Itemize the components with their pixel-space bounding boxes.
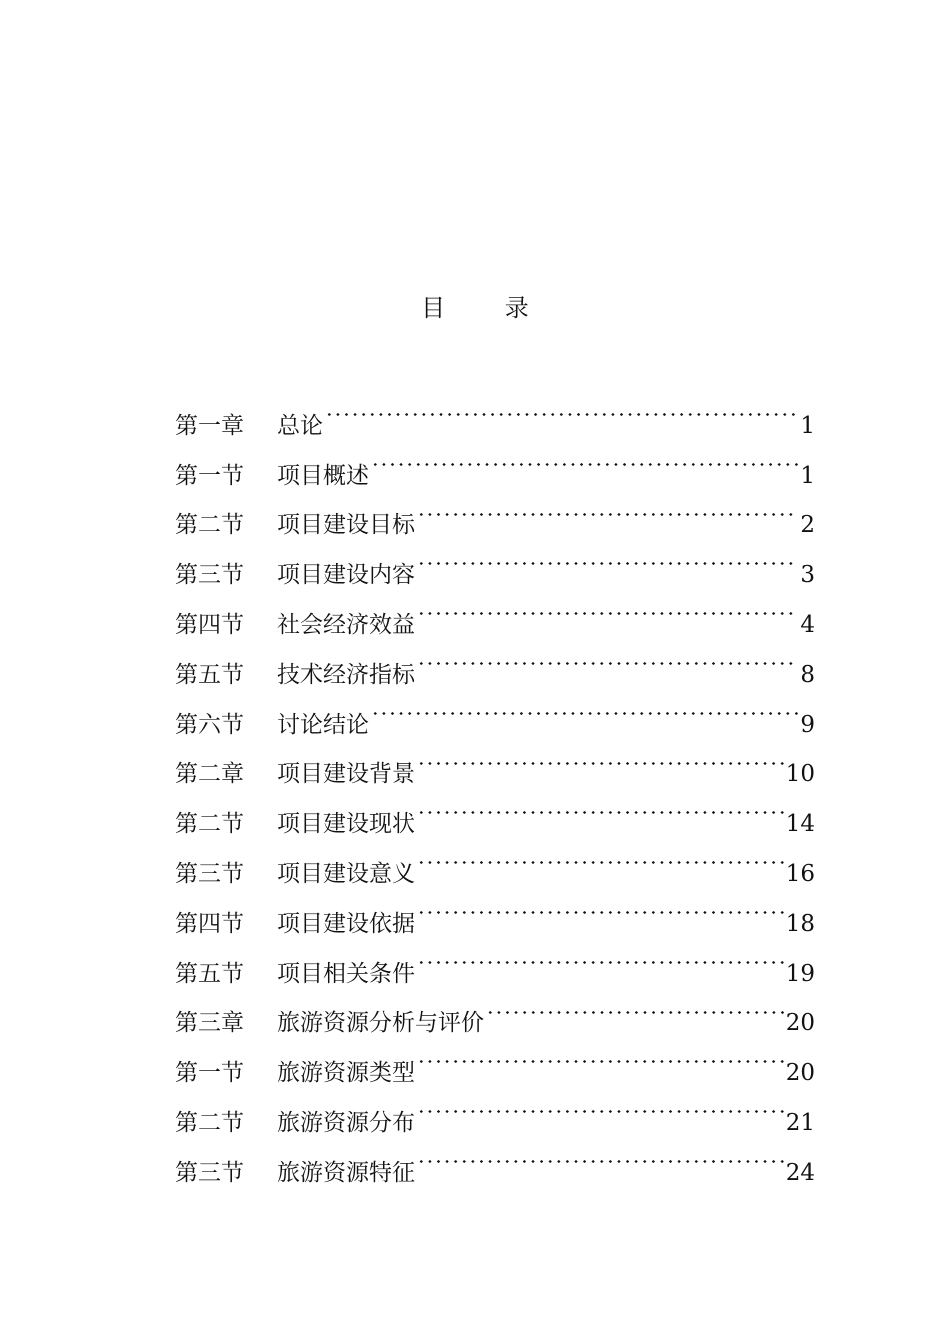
toc-entry-title: 项目建设目标 xyxy=(277,512,415,539)
dot-leader xyxy=(417,931,784,981)
toc-entry-label: 第五节 xyxy=(175,661,244,688)
toc-entry-page: 4 xyxy=(800,611,815,638)
toc-entry-label: 第五节 xyxy=(175,960,244,987)
dot-leader xyxy=(486,981,784,1031)
toc-entry-page: 10 xyxy=(785,761,815,788)
toc-entry-page: 20 xyxy=(785,1060,815,1087)
toc-entry-label: 第三章 xyxy=(175,1010,244,1037)
dot-leader xyxy=(417,632,798,682)
toc-entry-title: 项目建设依据 xyxy=(277,910,415,937)
toc-entry-page: 8 xyxy=(800,661,815,688)
toc-entry-title: 旅游资源特征 xyxy=(277,1159,415,1186)
toc-entry-page: 18 xyxy=(785,910,815,937)
toc-entry-title: 项目建设现状 xyxy=(277,811,415,838)
toc-entry-title: 旅游资源分析与评价 xyxy=(277,1010,484,1037)
toc-entry-title: 项目建设内容 xyxy=(277,562,415,589)
toc-entry-label: 第一节 xyxy=(175,462,244,489)
toc-entry-page: 1 xyxy=(800,412,815,439)
toc-entry-label: 第二章 xyxy=(175,761,244,788)
dot-leader xyxy=(417,831,784,881)
dot-leader xyxy=(417,881,784,931)
toc-entry-label: 第六节 xyxy=(175,711,244,738)
page-title: 目 录 xyxy=(421,294,555,322)
toc-entry-label: 第四节 xyxy=(175,611,244,638)
toc-entry-label: 第二节 xyxy=(175,811,244,838)
dot-leader xyxy=(417,1030,784,1080)
dot-leader xyxy=(417,1130,784,1180)
toc-entry-label: 第三节 xyxy=(175,860,244,887)
toc-entry-title: 讨论结论 xyxy=(277,711,369,738)
dot-leader xyxy=(417,1080,784,1130)
toc-entry-title: 社会经济效益 xyxy=(277,611,415,638)
dot-leader xyxy=(417,532,798,582)
table-of-contents xyxy=(175,383,815,1186)
dot-leader xyxy=(417,582,798,632)
toc-entry-label: 第二节 xyxy=(175,512,244,539)
toc-entry[interactable] xyxy=(175,383,815,439)
toc-entry-page: 24 xyxy=(785,1159,815,1186)
toc-entry-page: 9 xyxy=(800,711,815,738)
dot-leader xyxy=(371,433,798,483)
toc-entry-page: 2 xyxy=(800,512,815,539)
toc-entry-page: 16 xyxy=(785,860,815,887)
toc-entry-label: 第四节 xyxy=(175,910,244,937)
toc-entry-page: 3 xyxy=(800,562,815,589)
toc-entry-title: 项目建设背景 xyxy=(277,761,415,788)
toc-entry-title: 项目相关条件 xyxy=(277,960,415,987)
toc-entry-label: 第二节 xyxy=(175,1109,244,1136)
dot-leader xyxy=(325,383,798,433)
toc-entry-title: 旅游资源类型 xyxy=(277,1060,415,1087)
toc-entry-page: 14 xyxy=(785,811,815,838)
toc-entry-title: 项目建设意义 xyxy=(277,860,415,887)
dot-leader xyxy=(417,732,784,782)
toc-entry-label: 第三节 xyxy=(175,1159,244,1186)
toc-entry-label: 第一节 xyxy=(175,1060,244,1087)
dot-leader xyxy=(417,483,798,533)
toc-entry-title: 项目概述 xyxy=(277,462,369,489)
toc-entry-label: 第三节 xyxy=(175,562,244,589)
dot-leader xyxy=(371,682,798,732)
toc-entry-page: 19 xyxy=(785,960,815,987)
toc-entry-title: 旅游资源分布 xyxy=(277,1109,415,1136)
dot-leader xyxy=(417,781,784,831)
toc-entry-page: 1 xyxy=(800,462,815,489)
toc-entry-title: 技术经济指标 xyxy=(277,661,415,688)
toc-entry-page: 20 xyxy=(785,1010,815,1037)
toc-entry-label: 第一章 xyxy=(175,412,244,439)
toc-entry-page: 21 xyxy=(785,1109,815,1136)
toc-entry-title: 总论 xyxy=(277,412,323,439)
